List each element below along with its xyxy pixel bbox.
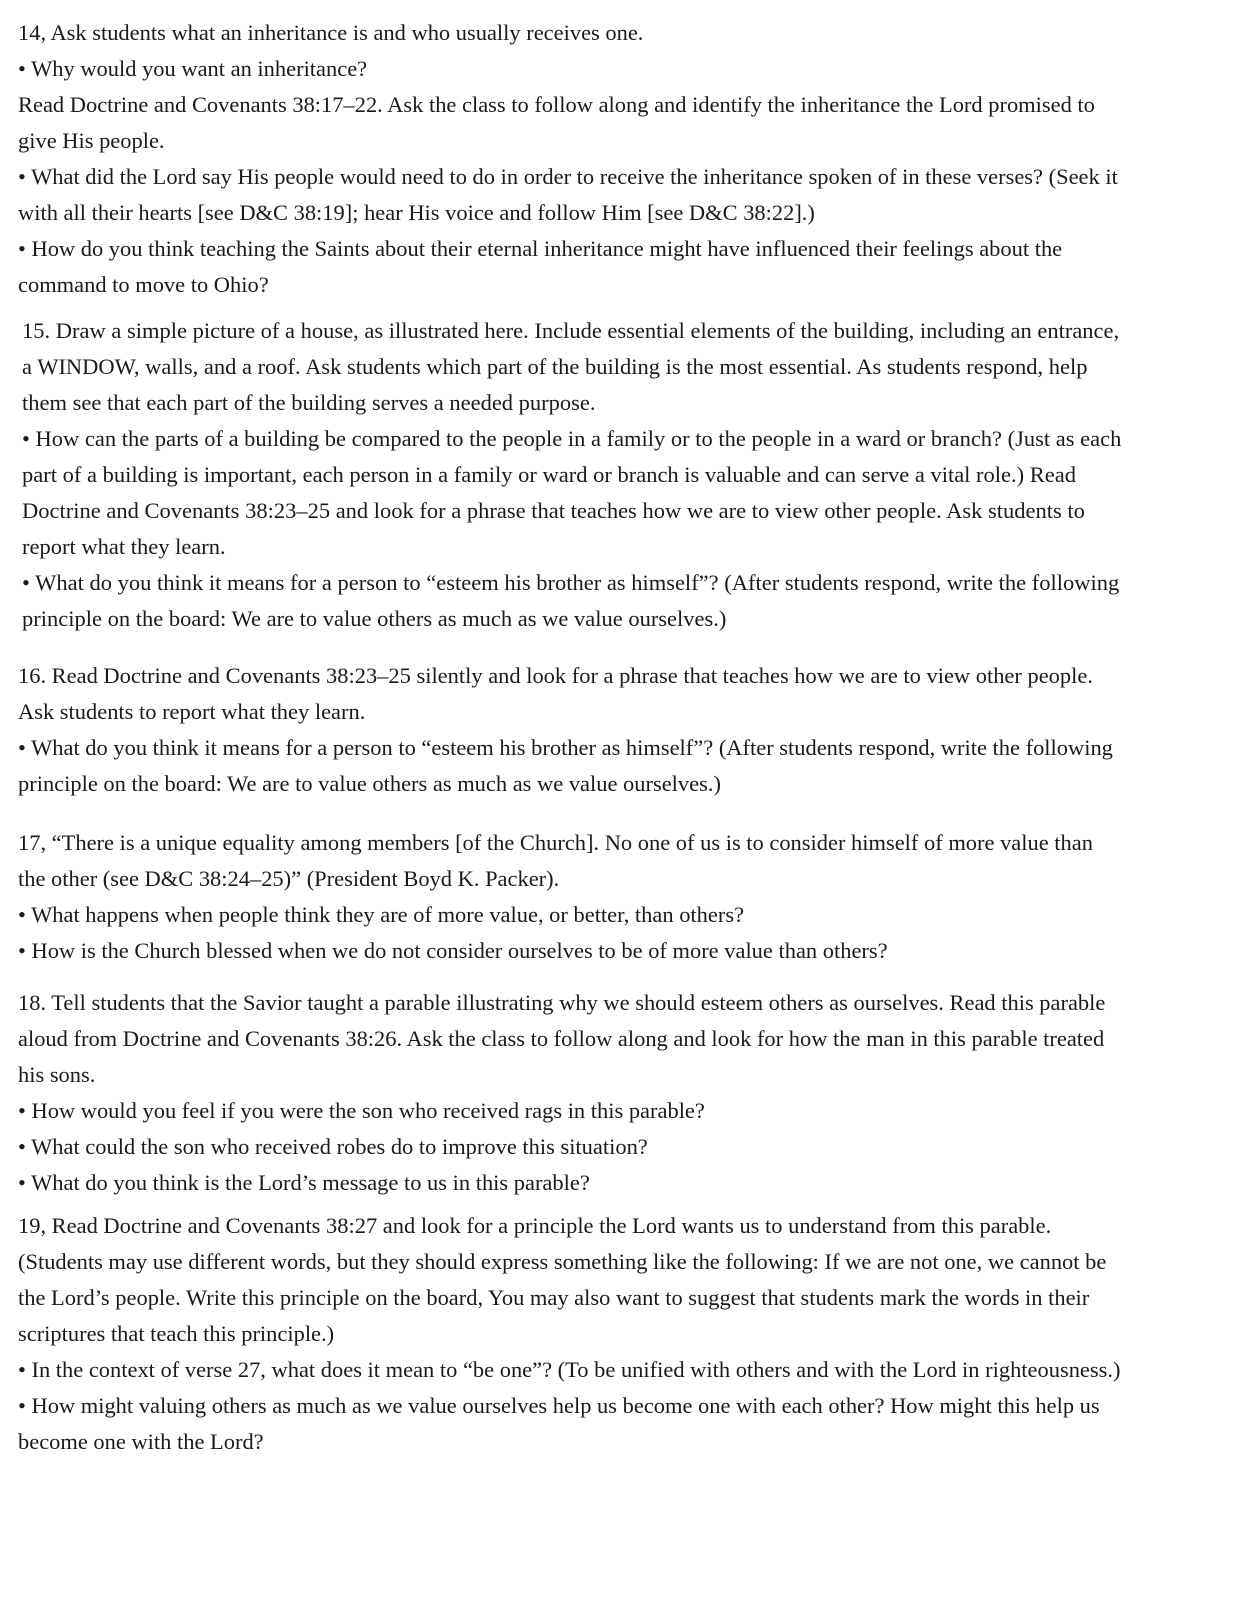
text-line: 18. Tell students that the Savior taught a parable illustrating why we should esteem others as ourselves. Read this parable (18, 990, 1106, 1015)
text-line: 15. Draw a simple picture of a house, as illustrated here. Include essential elements of the building, including an entrance, (22, 318, 1120, 343)
text-line: part of a building is important, each person in a family or ward or branch is valuable and can serve a vital role.) Read (22, 462, 1077, 487)
text-line: 16. Read Doctrine and Covenants 38:23–25 silently and look for a phrase that teaches how we are to view other people. (18, 663, 1093, 688)
quote-line: the other (see D&C 38:24–25)” (President Boyd K. Packer). (18, 866, 560, 891)
text-line: principle on the board: We are to value others as much as we value ourselves.) (18, 771, 721, 796)
bullet-question: • What do you think it means for a person to “esteem his brother as himself”? (After students respond, write the following (18, 735, 1113, 760)
text-line: the Lord’s people. Write this principle on the board, You may also want to suggest that students mark the words in their (18, 1285, 1090, 1310)
text-line: principle on the board: We are to value others as much as we value ourselves.) (22, 606, 727, 631)
bullet-question: • How is the Church blessed when we do not consider ourselves to be of more value than others? (18, 938, 888, 963)
text-line: with all their hearts [see D&C 38:19]; hear His voice and follow Him [see D&C 38:22].) (18, 200, 815, 225)
bullet-question: • What happens when people think they are of more value, or better, than others? (18, 902, 745, 927)
text-line: report what they learn. (22, 534, 226, 559)
bullet-question: • What did the Lord say His people would need to do in order to receive the inheritance spoken of in these verses? (Seek it (18, 164, 1118, 189)
bullet-question: • How can the parts of a building be compared to the people in a family or to the people in a ward or branch? (Just as each (22, 426, 1122, 451)
text-line: his sons. (18, 1062, 96, 1087)
text-line: 19, Read Doctrine and Covenants 38:27 and look for a principle the Lord wants us to understand from this parable. (18, 1213, 1052, 1238)
text-line: Read Doctrine and Covenants 38:17–22. Ask the class to follow along and identify the inheritance the Lord promised to (18, 92, 1095, 117)
text-line: them see that each part of the building serves a needed purpose. (22, 390, 596, 415)
section-16 (18, 658, 1218, 802)
bullet-question: • In the context of verse 27, what does it mean to “be one”? (To be unified with others and with the Lord in righteousness.) (18, 1357, 1121, 1382)
bullet-question: • What do you think is the Lord’s message to us in this parable? (18, 1170, 590, 1195)
text-line: scriptures that teach this principle.) (18, 1321, 335, 1346)
section-17 (18, 825, 1218, 969)
text-line: (Students may use different words, but they should express something like the following: If we are not one, we cannot be (18, 1249, 1107, 1274)
text-line: a WINDOW, walls, and a roof. Ask students which part of the building is the most essential. As students respond, help (22, 354, 1088, 379)
text-line: command to move to Ohio? (18, 272, 269, 297)
text-line: Ask students to report what they learn. (18, 699, 366, 724)
section-19 (18, 1208, 1218, 1460)
section-15 (18, 313, 1222, 637)
text-line: aloud from Doctrine and Covenants 38:26. Ask the class to follow along and look for how the man in this parable treated (18, 1026, 1105, 1051)
text-line: give His people. (18, 128, 165, 153)
bullet-question: • How would you feel if you were the son who received rags in this parable? (18, 1098, 705, 1123)
bullet-question: • How do you think teaching the Saints about their eternal inheritance might have influenced their feelings about the (18, 236, 1063, 261)
text-line: become one with the Lord? (18, 1429, 264, 1454)
bullet-question: • What do you think it means for a person to “esteem his brother as himself”? (After students respond, write the following (22, 570, 1120, 595)
quote-line: 17, “There is a unique equality among members [of the Church]. No one of us is to consider himself of more value than (18, 830, 1093, 855)
bullet-question: • Why would you want an inheritance? (18, 56, 368, 81)
section-14 (18, 15, 1218, 303)
text-line: Doctrine and Covenants 38:23–25 and look for a phrase that teaches how we are to view other people. Ask students to (22, 498, 1085, 523)
bullet-question: • How might valuing others as much as we value ourselves help us become one with each other? How might this help us (18, 1393, 1100, 1418)
section-18 (18, 985, 1218, 1201)
text-line: 14, Ask students what an inheritance is and who usually receives one. (18, 20, 644, 45)
bullet-question: • What could the son who received robes do to improve this situation? (18, 1134, 648, 1159)
